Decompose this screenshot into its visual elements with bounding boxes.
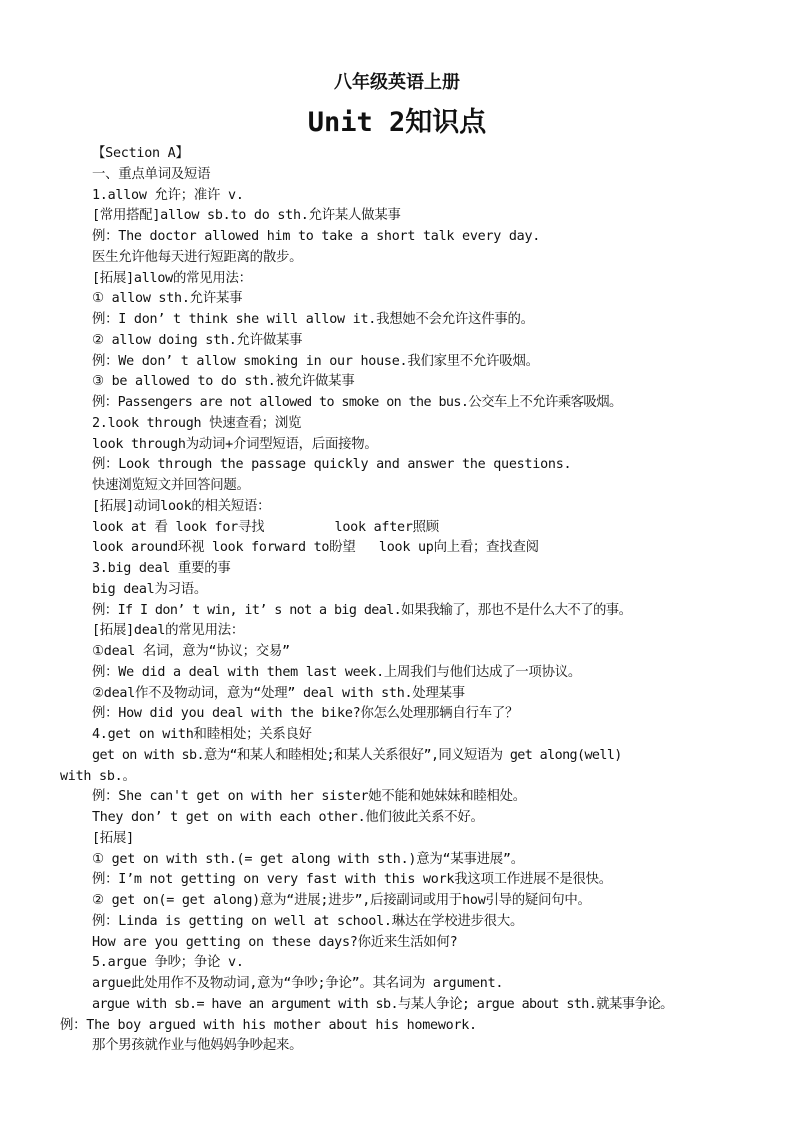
document-heading: 八年级英语上册 (334, 72, 460, 93)
example-line: 例：Passengers are not allowed to smoke on the bus.公交车上不允许乘客吸烟。 (92, 395, 622, 410)
text-line: look at 看 look for寻找 look after照顾 (92, 519, 439, 535)
text-line: big deal为习语。 (92, 581, 208, 597)
text-line: They don’ t get on with each other.他们彼此关系不好。 (92, 810, 484, 825)
text-line: [拓展]动词look的相关短语： (92, 498, 271, 514)
title-topic: 知识点 (405, 107, 487, 138)
example-line: 例：We don’ t allow smoking in our house.我们家里不允许吸烟。 (92, 353, 539, 369)
text-line: argue with sb.= have an argument with sb.与某人争论; argue about sth.就某事争论。 (92, 996, 673, 1012)
example-line: 例：I’m not getting on very fast with this work我这项工作进展不是很快。 (92, 872, 612, 888)
text-line: How are you getting on these days?你近来生活如何? (92, 934, 458, 950)
text-line: ① allow sth.允许某事 (92, 291, 243, 307)
text-line: ② get on(= get along)意为“进展;进步”,后接副词或用于how引导的疑问句中。 (92, 893, 591, 908)
example-line: 例：She can't get on with her sister她不能和她妹妹和睦相处。 (92, 789, 526, 805)
text-line: [拓展] (92, 830, 134, 846)
example-line: 例：Linda is getting on well at school.琳达在学校进步很大。 (92, 913, 524, 929)
section-label: 【Section A】 (92, 146, 189, 161)
text-line: ②deal作不及物动词，意为“处理” deal with sth.处理某事 (92, 685, 465, 701)
text-line: 快速浏览短文并回答问题。 (92, 478, 250, 493)
text-line: argue此处用作不及物动词,意为“争吵;争论”。其名词为 argument. (92, 976, 504, 991)
text-line: ①deal 名词，意为“协议；交易” (92, 644, 290, 659)
entry-heading: 4.get on with和睦相处；关系良好 (92, 727, 312, 742)
entry-heading: 2.look through 快速查看；浏览 (92, 415, 302, 431)
title-unit: Unit 2 (307, 107, 406, 138)
example-line: 例：The boy argued with his mother about his homework. (60, 1017, 477, 1033)
text-line: with sb.。 (60, 768, 136, 784)
example-line: 例：Look through the passage quickly and answer the questions. (92, 457, 572, 473)
text-line: 医生允许他每天进行短距离的散步。 (92, 249, 303, 265)
entry-heading: 3.big deal 重要的事 (92, 561, 231, 576)
text-line: 那个男孩就作业与他妈妈争吵起来。 (92, 1038, 303, 1054)
subsection-heading: 一、重点单词及短语 (92, 166, 211, 182)
text-line: look through为动词+介词型短语，后面接物。 (92, 436, 378, 452)
example-line: 例：We did a deal with them last week.上周我们与他们达成了一项协议。 (92, 664, 581, 680)
document-body (0, 144, 794, 1057)
example-line: 例：If I don’ t win, it’ s not a big deal.如果我输了，那也不是什么大不了的事。 (92, 602, 632, 618)
text-line: [常用搭配]allow sb.to do sth.允许某人做某事 (92, 208, 401, 224)
text-line: ② allow doing sth.允许做某事 (92, 332, 303, 348)
example-line: 例：How did you deal with the bike?你怎么处理那辆自行车了？ (92, 706, 519, 722)
entry-heading: 5.argue 争吵；争论 v. (92, 955, 244, 971)
text-line: ① get on with sth.(= get along with sth.)意为“某事进展”。 (92, 851, 524, 867)
text-line: look around环视 look forward to盼望 look up向上看；查找查阅 (92, 540, 539, 556)
entry-heading: 1.allow 允许；准许 v. (92, 187, 244, 203)
document-title (0, 104, 794, 142)
example-line: 例：The doctor allowed him to take a short talk every day. (92, 229, 541, 244)
text-line: [拓展]allow的常见用法： (92, 270, 252, 286)
text-line: [拓展]deal的常见用法： (92, 623, 244, 639)
text-line: get on with sb.意为“和某人和睦相处;和某人关系很好”,同义短语为 get along(well) (92, 747, 622, 763)
text-line: ③ be allowed to do sth.被允许做某事 (92, 374, 355, 390)
example-line: 例：I don’ t think she will allow it.我想她不会允许这件事的。 (92, 312, 534, 327)
